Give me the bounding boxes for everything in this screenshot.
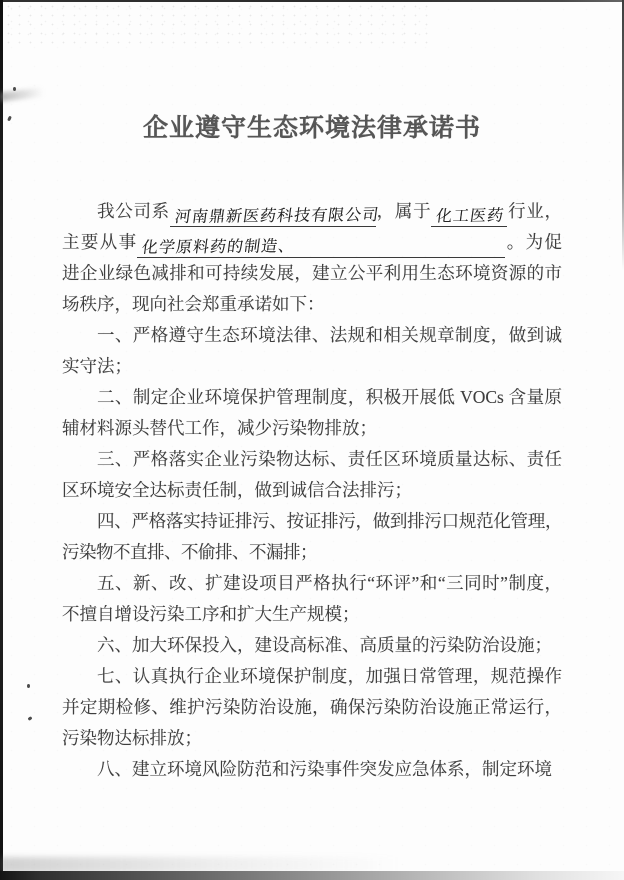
- intro-closing: 。为促进企业绿色减排和可持续发展，建立公平利用生态环境资源的市场秩序，现向社会郑重承诺如下：: [62, 232, 563, 314]
- clause-1: 一、严格遵守生态环境法律、法规和相关规章制度，做到诚实守法；: [62, 325, 562, 376]
- scan-speck: [13, 87, 16, 91]
- document-title: 企业遵守生态环境法律承诺书: [142, 114, 481, 142]
- clause-2: 二、制定企业环境保护管理制度，积极开展低 VOCs 含量原辅材料源头替代工作，减少污染物排放；: [62, 387, 562, 438]
- clause-4: 四、严格落实持证排污、按证排污，做到排污口规范化管理，污染物不直排、不偷排、不漏排；: [62, 511, 562, 562]
- handwritten-industry: 化工医药: [435, 207, 506, 226]
- blank-business-scope: [137, 232, 505, 258]
- scan-speck: [28, 716, 33, 721]
- intro-belongs-to: ，属于: [375, 201, 432, 221]
- scan-speck: [27, 684, 30, 688]
- intro-lead: 我公司系: [97, 201, 170, 221]
- scan-bottom-shadow-band: [0, 871, 624, 880]
- clause-8: 八、建立环境风险防范和污染事件突发应急体系，制定环境: [97, 759, 552, 779]
- clause-6: 六、加大环保投入，建设高标准、高质量的污染防治设施；: [97, 635, 552, 655]
- document-body: [62, 196, 562, 785]
- scan-smudge-streak: [0, 87, 44, 101]
- intro-paragraph: [62, 196, 562, 320]
- clause-5: 五、新、改、扩建设项目严格执行“环评”和“三同时”制度，不擅自增设污染工序和扩大生产规模；: [62, 573, 562, 624]
- intro-industry-engaged: 行业，主要从事: [62, 201, 563, 252]
- blank-company-name: [170, 201, 381, 227]
- scan-noise-top: [3, 2, 433, 46]
- clause-7: 七、认真执行企业环境保护制度，加强日常管理，规范操作并定期检修、维护污染防治设施，确保污染防治设施正常运行，污染物达标排放；: [62, 666, 562, 748]
- clause-3: 三、严格落实企业污染物达标、责任区环境质量达标、责任区环境安全达标责任制，做到诚信合法排污；: [62, 449, 562, 500]
- blank-industry: [431, 201, 507, 227]
- handwritten-company-name: 河南鼎新医药科技有限公司: [173, 206, 381, 227]
- handwritten-business-scope: 化学原料药的制造、: [141, 238, 297, 257]
